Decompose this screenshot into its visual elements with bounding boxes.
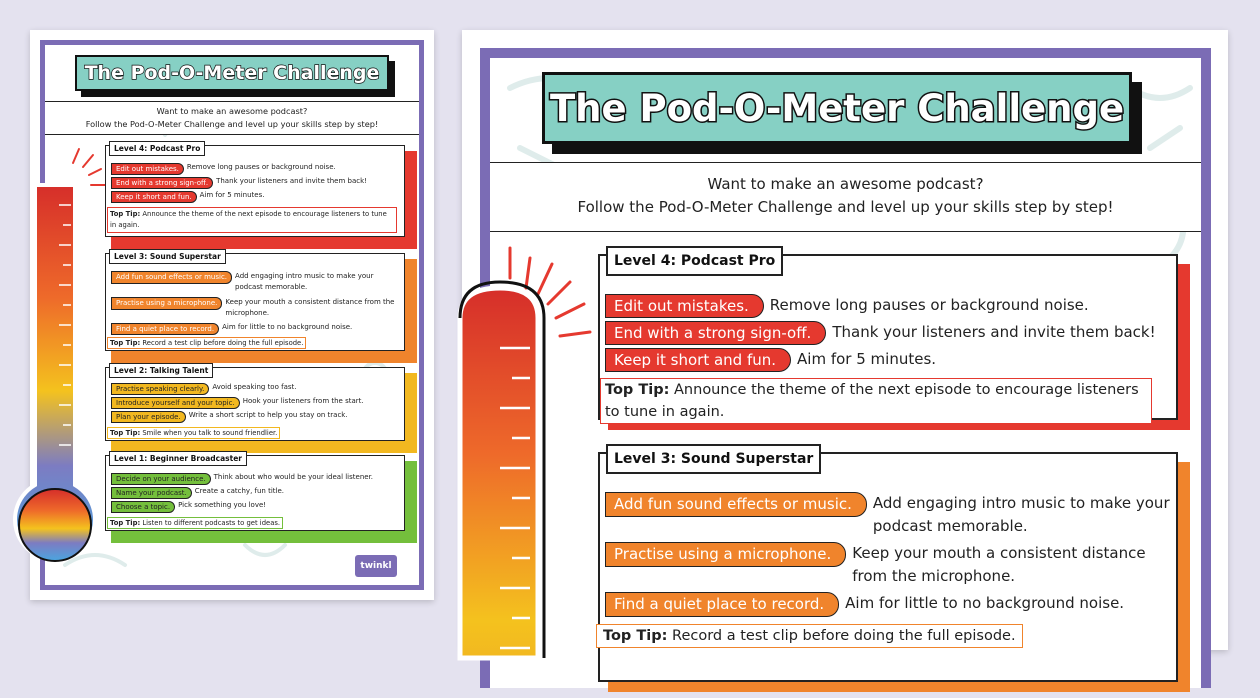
small-level-1	[105, 455, 411, 537]
small-l4-text-3: Aim for 5 minutes.	[199, 191, 265, 199]
small-level-4	[105, 145, 411, 243]
small-l4-action-1: Edit out mistakes.	[111, 163, 184, 175]
large-l3-text-2: Keep your mouth a consistent distance from the microphone.	[852, 544, 1146, 585]
small-poster-sheet	[30, 30, 434, 600]
small-level-3	[105, 253, 411, 357]
large-l3-text-1: Add engaging intro music to make your podcast memorable.	[872, 494, 1170, 535]
small-l4-tip	[107, 207, 397, 233]
large-l3-text-3: Aim for little to no background noise.	[845, 594, 1125, 612]
small-l4-tip-label: Top Tip:	[110, 210, 141, 218]
large-poster-title: The Pod-O-Meter Challenge	[549, 86, 1125, 130]
small-l3-action-2: Practise using a microphone.	[111, 297, 222, 310]
small-l2-row-3	[111, 411, 348, 423]
small-l1-text-1: Think about who would be your ideal listener.	[213, 473, 374, 481]
large-poster-frame	[480, 48, 1211, 688]
large-l3-row-1	[605, 492, 1170, 538]
small-l4-row-2	[111, 177, 367, 189]
large-l3-row-3	[605, 592, 1124, 617]
large-poster-sheet	[462, 30, 1228, 650]
small-l3-row-1	[111, 271, 401, 293]
large-l4-tip-label: Top Tip:	[605, 382, 670, 398]
small-l1-tip-text: Listen to different podcasts to get ideas.	[142, 519, 281, 527]
small-l4-text-2: Thank your listeners and invite them back!	[216, 177, 367, 185]
large-thermometer	[490, 238, 600, 658]
small-intro-line1: Want to make an awesome podcast?	[156, 106, 308, 116]
small-l2-action-3: Plan your episode.	[111, 411, 186, 423]
small-level-2-title: Level 2: Talking Talent	[109, 363, 213, 378]
small-l3-text-2: Keep your mouth a consistent distance from the microphone.	[225, 298, 395, 317]
small-l1-text-2: Create a catchy, fun title.	[194, 487, 284, 495]
twinkl-logo: twinkl	[355, 555, 397, 577]
large-l4-tip-text: Announce the theme of the next episode to encourage listeners to tune in again.	[605, 382, 1139, 420]
large-intro	[490, 162, 1201, 232]
small-l1-action-2: Name your podcast.	[111, 487, 192, 499]
small-l4-text-1: Remove long pauses or background noise.	[186, 163, 336, 171]
large-l4-row-3	[605, 348, 936, 372]
large-l4-row-1	[605, 294, 1089, 318]
large-level-4	[598, 254, 1190, 430]
small-l3-row-3	[111, 323, 352, 335]
small-level-2	[105, 367, 411, 447]
small-l1-text-3: Pick something you love!	[178, 501, 267, 509]
small-l4-tip-text: Announce the theme of the next episode to encourage listeners to tune in again.	[110, 210, 387, 229]
large-level-3-title: Level 3: Sound Superstar	[606, 444, 821, 474]
small-l2-tip	[107, 427, 280, 439]
large-l4-action-2: End with a strong sign-off.	[605, 321, 826, 345]
small-l1-tip-label: Top Tip:	[110, 519, 141, 527]
large-level-3	[598, 452, 1190, 692]
small-l2-row-2	[111, 397, 364, 409]
large-l4-tip	[600, 378, 1152, 424]
large-l4-text-2: Thank your listeners and invite them back!	[832, 323, 1156, 341]
large-l3-action-3: Find a quiet place to record.	[605, 592, 839, 617]
small-l4-row-3	[111, 191, 264, 203]
small-poster-title: The Pod-O-Meter Challenge	[84, 62, 380, 84]
small-l3-action-1: Add fun sound effects or music.	[111, 271, 232, 284]
small-l4-action-3: Keep it short and fun.	[111, 191, 197, 203]
small-l1-row-2	[111, 487, 284, 499]
large-l3-action-1: Add fun sound effects or music.	[605, 492, 867, 517]
small-l2-tip-text: Smile when you talk to sound friendlier.	[142, 429, 278, 437]
small-l3-row-2	[111, 297, 401, 319]
small-l3-text-1: Add engaging intro music to make your podcast memorable.	[235, 272, 374, 291]
large-l3-tip	[596, 624, 1023, 648]
large-l3-tip-text: Record a test clip before doing the full episode.	[672, 628, 1016, 644]
small-l4-action-2: End with a strong sign-off.	[111, 177, 213, 189]
small-l3-text-3: Aim for little to no background noise.	[222, 323, 353, 331]
small-level-3-title: Level 3: Sound Superstar	[109, 249, 226, 264]
small-l2-text-3: Write a short script to help you stay on track.	[188, 411, 348, 419]
small-l1-action-3: Choose a topic.	[111, 501, 175, 513]
large-intro-line2: Follow the Pod-O-Meter Challenge and level up your skills step by step!	[577, 198, 1114, 216]
small-l1-row-3	[111, 501, 266, 513]
small-l2-tip-label: Top Tip:	[110, 429, 141, 437]
small-poster-frame	[40, 40, 424, 590]
large-l4-row-2	[605, 321, 1156, 345]
small-level-4-title: Level 4: Podcast Pro	[109, 141, 205, 156]
large-l3-tip-label: Top Tip:	[603, 628, 668, 644]
small-level-1-title: Level 1: Beginner Broadcaster	[109, 451, 247, 466]
small-l3-tip-label: Top Tip:	[110, 339, 141, 347]
large-l4-action-1: Edit out mistakes.	[605, 294, 764, 318]
small-l1-tip	[107, 517, 283, 529]
small-intro-line2: Follow the Pod-O-Meter Challenge and level up your skills step by step!	[85, 119, 379, 129]
small-l3-tip	[107, 337, 306, 349]
large-l3-action-2: Practise using a microphone.	[605, 542, 846, 567]
large-l4-text-1: Remove long pauses or background noise.	[769, 296, 1089, 314]
small-l3-tip-text: Record a test clip before doing the full episode.	[142, 339, 304, 347]
large-title-banner	[542, 72, 1132, 144]
large-l3-row-2	[605, 542, 1170, 588]
small-l2-text-2: Hook your listeners from the start.	[242, 397, 364, 405]
small-l3-action-3: Find a quiet place to record.	[111, 323, 219, 335]
small-l2-row-1	[111, 383, 296, 395]
small-intro	[45, 101, 419, 135]
small-title-banner	[75, 55, 389, 91]
large-l4-action-3: Keep it short and fun.	[605, 348, 791, 372]
small-l1-row-1	[111, 473, 373, 485]
small-l2-action-1: Practise speaking clearly.	[111, 383, 209, 395]
small-l2-text-1: Avoid speaking too fast.	[212, 383, 297, 391]
large-l4-text-3: Aim for 5 minutes.	[797, 350, 937, 368]
large-intro-line1: Want to make an awesome podcast?	[707, 175, 984, 193]
large-level-4-title: Level 4: Podcast Pro	[606, 246, 783, 276]
small-l1-action-1: Decide on your audience.	[111, 473, 211, 485]
small-l4-row-1	[111, 163, 336, 175]
small-l2-action-2: Introduce yourself and your topic.	[111, 397, 240, 409]
